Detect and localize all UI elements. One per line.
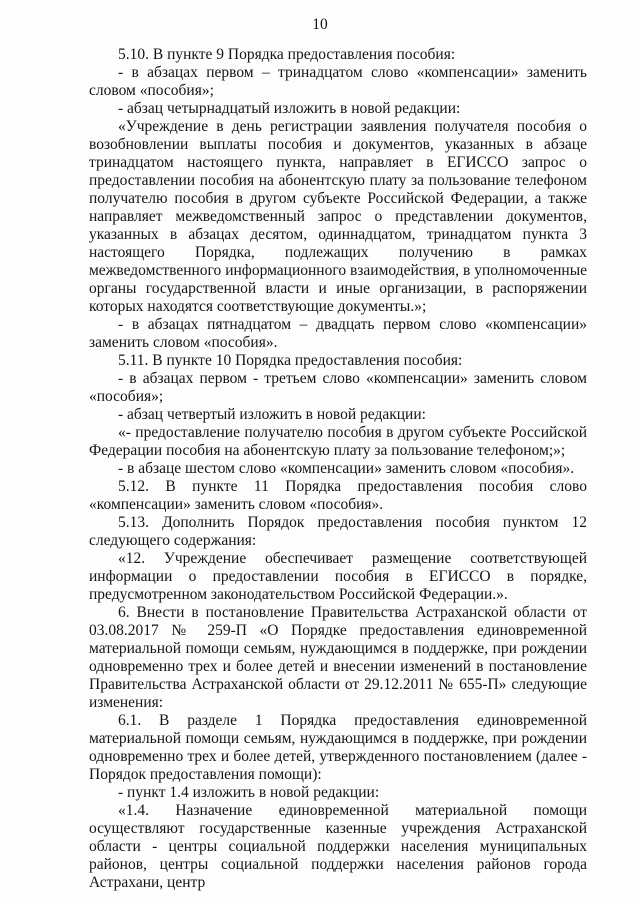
paragraph: 5.10. В пункте 9 Порядка предоставления пособия: bbox=[118, 46, 456, 63]
paragraph: - абзац четырнадцатый изложить в новой редакции: bbox=[118, 100, 461, 117]
paragraph: «12. Учреждение обеспечивает размещение соответствующей информации о предоставлении пособия в ЕГИССО в порядке, предусмотренном законодательством Российской Федерации.». bbox=[89, 550, 587, 603]
paragraph: - абзац четвертый изложить в новой редакции: bbox=[118, 406, 426, 423]
document-body bbox=[89, 46, 587, 892]
paragraph: - в абзацах первом - третьем слово «компенсации» заменить словом «пособия»; bbox=[89, 370, 587, 405]
paragraph: «Учреждение в день регистрации заявления получателя пособия о возобновлении выплаты пособия и документов, указанных в абзаце тринадцатом настоящего пункта, направляет в ЕГИССО запрос о предоставлении пособия на абонентскую плату за пользование телефоном получателю пособия в другом субъекте Российской Федерации, а также направляет межведомственный запрос о представлении документов, указанных в абзацах десятом, одиннадцатом, тринадцатом пункта 3 настоящего Порядка, подлежащих получению в рамках межведомственного информационного взаимодействия, в уполномоченные органы государственной власти и иные организации, в распоряжении которых находятся соответствующие документы.»; bbox=[89, 118, 587, 315]
page-number: 10 bbox=[312, 16, 328, 33]
paragraph: - пункт 1.4 изложить в новой редакции: bbox=[118, 784, 380, 801]
paragraph: 5.12. В пункте 11 Порядка предоставления пособия слово «компенсации» заменить словом «пособия». bbox=[89, 478, 587, 513]
paragraph: 6.1. В разделе 1 Порядка предоставления единовременной материальной помощи семьям, нуждающимся в поддержке, при рождении одновременно трех и более детей, утвержденного постановлением (далее - Порядок предоставления помощи): bbox=[89, 712, 587, 783]
paragraph: - в абзацах пятнадцатом – двадцать первом слово «компенсации» заменить словом «пособия». bbox=[89, 316, 587, 351]
paragraph: 5.11. В пункте 10 Порядка предоставления пособия: bbox=[118, 352, 463, 369]
paragraph: «- предоставление получателю пособия в другом субъекте Российской Федерации пособия на абонентскую плату за пользование телефоном;»; bbox=[89, 424, 587, 459]
paragraph: - в абзацах первом – тринадцатом слово «компенсации» заменить словом «пособия»; bbox=[89, 64, 587, 99]
paragraph: - в абзаце шестом слово «компенсации» заменить словом «пособия». bbox=[118, 460, 575, 477]
paragraph: 6. Внести в постановление Правительства Астраханской области от 03.08.2017 № 259-П «О Порядке предоставления единовременной материальной помощи семьям, нуждающимся в поддержке, при рождении одновременно трех и более детей и внесении изменений в постановление Правительства Астраханской области от 29.12.2011 № 655-П» следующие изменения: bbox=[89, 604, 587, 711]
paragraph: «1.4. Назначение единовременной материальной помощи осуществляют государственные казенные учреждения Астраханской области - центры социальной поддержки населения муниципальных районов, центры социальной поддержки населения районов города Астрахани, центр bbox=[89, 802, 587, 891]
paragraph: 5.13. Дополнить Порядок предоставления пособия пунктом 12 следующего содержания: bbox=[89, 514, 587, 549]
